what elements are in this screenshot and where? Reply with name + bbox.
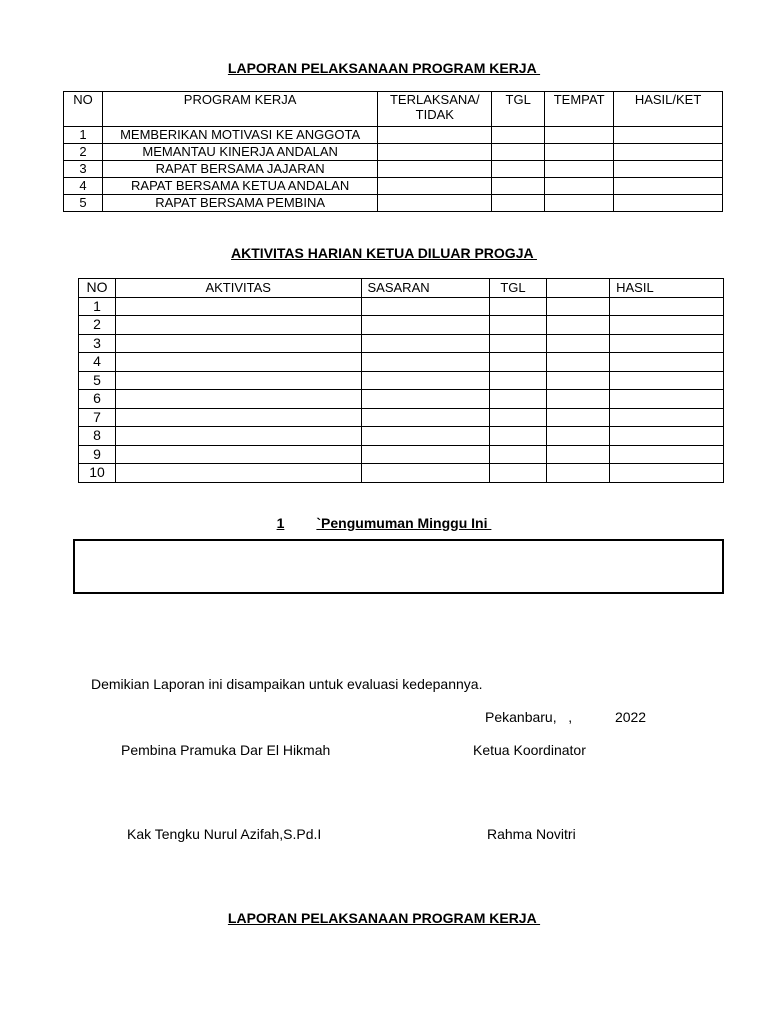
left-signatory-name: Kak Tengku Nurul Azifah,S.Pd.I: [127, 826, 322, 842]
cell-blank: [547, 408, 610, 427]
table-row: [79, 390, 724, 409]
cell-hasil: [610, 316, 724, 335]
cell-tgl: [490, 371, 547, 390]
program-kerja-table: [63, 91, 723, 212]
table-row: [64, 178, 723, 195]
cell-sasaran: [361, 334, 490, 353]
cell-aktivitas: [115, 334, 361, 353]
closing-statement: Demikian Laporan ini disampaikan untuk evaluasi kedepannya.: [91, 676, 483, 692]
table-row: [79, 445, 724, 464]
header-terlaksana: TERLAKSANA/ TIDAK: [378, 92, 492, 127]
header-tempat: TEMPAT: [545, 92, 614, 127]
cell-hasil: [614, 161, 723, 178]
header-program-kerja: PROGRAM KERJA: [102, 92, 377, 127]
cell-blank: [547, 334, 610, 353]
cell-hasil: [610, 445, 724, 464]
cell-tempat: [545, 195, 614, 212]
row-number: 5: [79, 371, 116, 390]
cell-aktivitas: [115, 353, 361, 372]
right-signatory-name: Rahma Novitri: [487, 826, 576, 842]
row-number: 10: [79, 464, 116, 483]
table-row: [79, 353, 724, 372]
cell-blank: [547, 297, 610, 316]
cell-hasil: [614, 144, 723, 161]
header-tgl: TGL: [492, 92, 545, 127]
cell-tgl: [492, 161, 545, 178]
row-number: 2: [64, 144, 103, 161]
cell-aktivitas: [115, 427, 361, 446]
cell-sasaran: [361, 371, 490, 390]
cell-tgl: [490, 427, 547, 446]
row-number: 7: [79, 408, 116, 427]
row-number: 2: [79, 316, 116, 335]
cell-blank: [547, 353, 610, 372]
cell-aktivitas: [115, 371, 361, 390]
table-row: [64, 195, 723, 212]
cell-aktivitas: [115, 445, 361, 464]
cell-terlaksana: [378, 144, 492, 161]
cell-tgl: [492, 144, 545, 161]
cell-terlaksana: [378, 127, 492, 144]
program-name: MEMBERIKAN MOTIVASI KE ANGGOTA: [102, 127, 377, 144]
row-number: 4: [64, 178, 103, 195]
cell-hasil: [610, 427, 724, 446]
cell-aktivitas: [115, 464, 361, 483]
cell-aktivitas: [115, 316, 361, 335]
table-row: [79, 334, 724, 353]
cell-hasil: [610, 464, 724, 483]
table-row: [79, 316, 724, 335]
cell-blank: [547, 316, 610, 335]
table-row: [64, 161, 723, 178]
cell-sasaran: [361, 427, 490, 446]
cell-hasil: [610, 353, 724, 372]
cell-tempat: [545, 161, 614, 178]
cell-tgl: [490, 445, 547, 464]
cell-hasil: [610, 297, 724, 316]
announcement-label: `Pengumuman Minggu Ini: [316, 515, 492, 531]
cell-blank: [547, 427, 610, 446]
report-title-repeat: LAPORAN PELAKSANAAN PROGRAM KERJA: [227, 910, 541, 926]
activity-title: AKTIVITAS HARIAN KETUA DILUAR PROGJA: [231, 245, 537, 261]
cell-tgl: [490, 353, 547, 372]
row-number: 4: [79, 353, 116, 372]
announcement-title: [0, 515, 768, 531]
table-row: [79, 464, 724, 483]
place-date: Pekanbaru, , 2022: [485, 709, 647, 725]
right-signatory-role: Ketua Koordinator: [473, 742, 586, 758]
row-number: 9: [79, 445, 116, 464]
cell-tgl: [492, 178, 545, 195]
cell-hasil: [614, 127, 723, 144]
cell-sasaran: [361, 408, 490, 427]
row-number: 5: [64, 195, 103, 212]
header-hasil-ket: HASIL/KET: [614, 92, 723, 127]
cell-aktivitas: [115, 390, 361, 409]
aktivitas-table: [78, 278, 724, 483]
cell-hasil: [614, 178, 723, 195]
cell-terlaksana: [378, 178, 492, 195]
cell-tgl: [490, 334, 547, 353]
cell-terlaksana: [378, 195, 492, 212]
cell-hasil: [610, 334, 724, 353]
table-row: [79, 427, 724, 446]
cell-sasaran: [361, 445, 490, 464]
announcement-number: 1: [276, 515, 285, 531]
cell-terlaksana: [378, 161, 492, 178]
cell-sasaran: [361, 390, 490, 409]
row-number: 1: [79, 297, 116, 316]
cell-tgl: [490, 390, 547, 409]
cell-tempat: [545, 144, 614, 161]
table-row: [64, 127, 723, 144]
row-number: 3: [79, 334, 116, 353]
header-no: NO: [79, 279, 116, 298]
cell-hasil: [610, 408, 724, 427]
row-number: 6: [79, 390, 116, 409]
cell-sasaran: [361, 297, 490, 316]
cell-hasil: [614, 195, 723, 212]
row-number: 1: [64, 127, 103, 144]
table-row: [79, 297, 724, 316]
cell-hasil: [610, 390, 724, 409]
row-number: 8: [79, 427, 116, 446]
cell-aktivitas: [115, 297, 361, 316]
row-number: 3: [64, 161, 103, 178]
header-blank: [547, 279, 610, 298]
cell-blank: [547, 371, 610, 390]
cell-blank: [547, 464, 610, 483]
cell-tgl: [490, 408, 547, 427]
cell-tgl: [490, 297, 547, 316]
table-row: [79, 371, 724, 390]
program-name: RAPAT BERSAMA PEMBINA: [102, 195, 377, 212]
cell-tgl: [492, 195, 545, 212]
header-no: NO: [64, 92, 103, 127]
cell-sasaran: [361, 353, 490, 372]
table-row: [79, 408, 724, 427]
cell-tgl: [490, 464, 547, 483]
cell-sasaran: [361, 464, 490, 483]
cell-tempat: [545, 127, 614, 144]
program-name: RAPAT BERSAMA JAJARAN: [102, 161, 377, 178]
header-tgl: TGL: [490, 279, 547, 298]
cell-hasil: [610, 371, 724, 390]
header-aktivitas: AKTIVITAS: [115, 279, 361, 298]
announcement-box: [73, 539, 724, 594]
header-hasil: HASIL: [610, 279, 724, 298]
cell-blank: [547, 390, 610, 409]
table-row: [64, 144, 723, 161]
cell-tgl: [492, 127, 545, 144]
cell-blank: [547, 445, 610, 464]
program-name: MEMANTAU KINERJA ANDALAN: [102, 144, 377, 161]
cell-sasaran: [361, 316, 490, 335]
report-title: LAPORAN PELAKSANAAN PROGRAM KERJA: [227, 60, 541, 76]
cell-tgl: [490, 316, 547, 335]
header-sasaran: SASARAN: [361, 279, 490, 298]
cell-aktivitas: [115, 408, 361, 427]
cell-tempat: [545, 178, 614, 195]
program-name: RAPAT BERSAMA KETUA ANDALAN: [102, 178, 377, 195]
left-signatory-role: Pembina Pramuka Dar El Hikmah: [121, 742, 331, 758]
